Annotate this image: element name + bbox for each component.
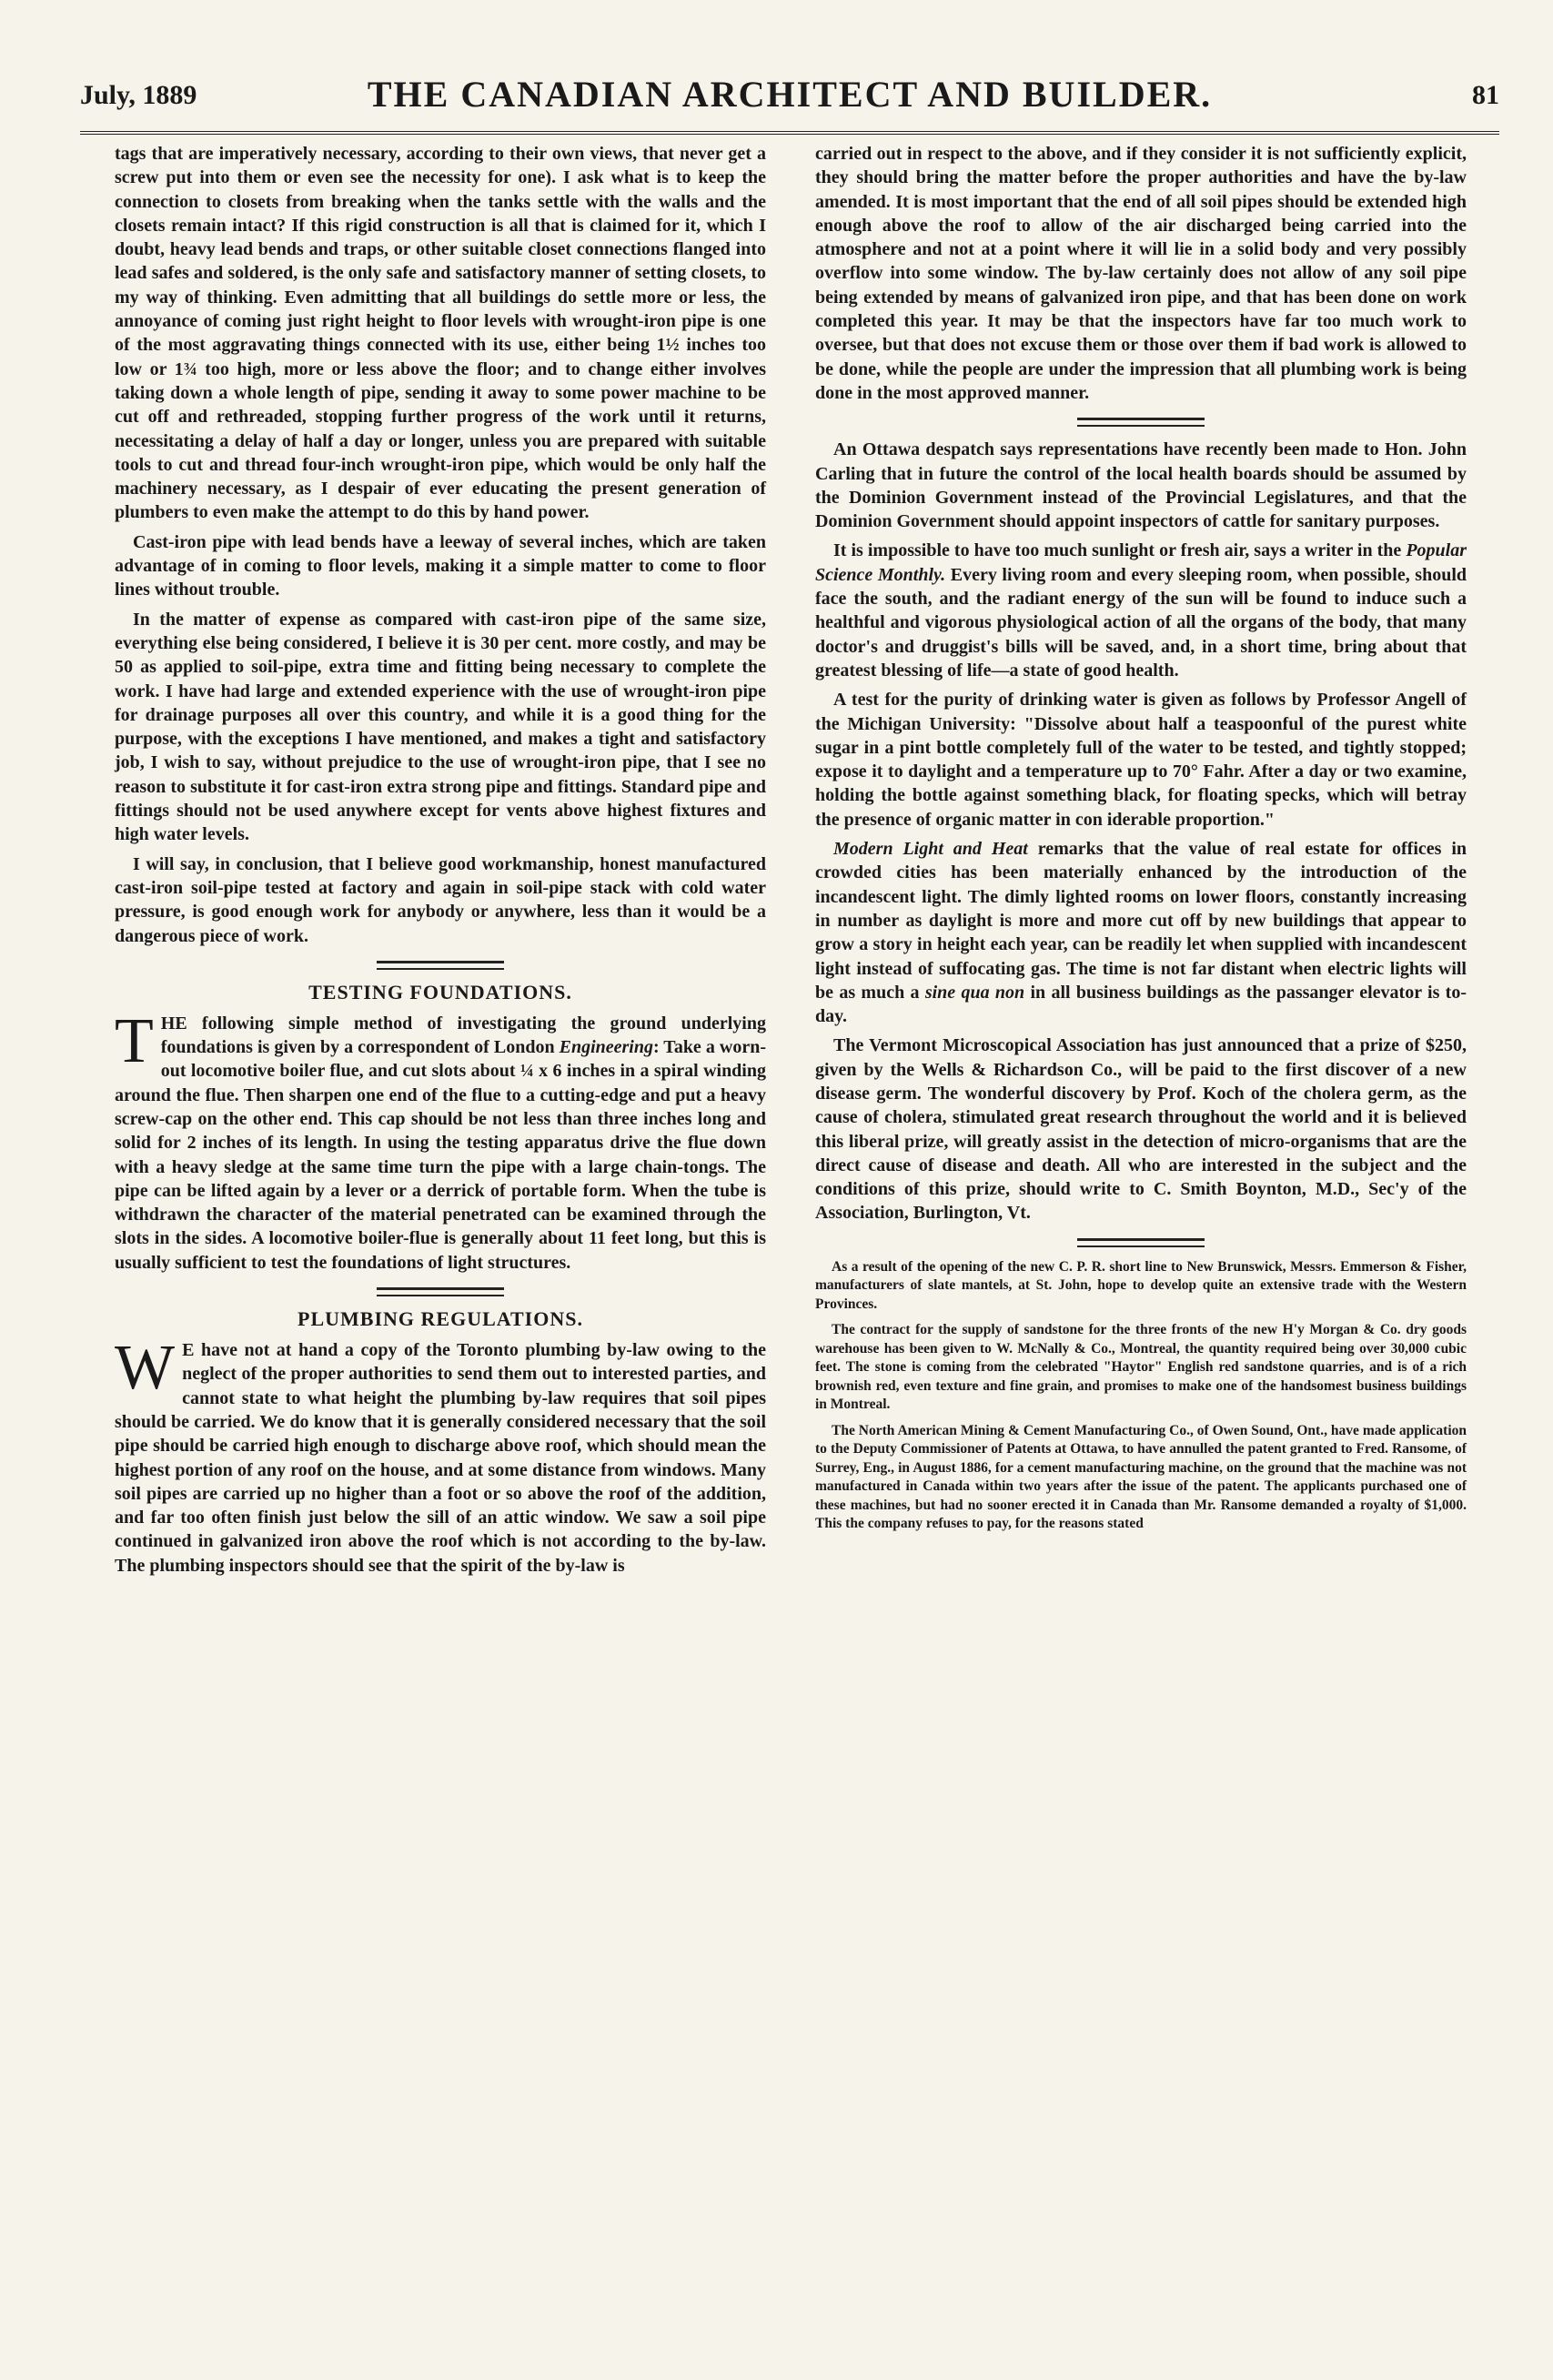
section-divider (1077, 1238, 1205, 1247)
note-paragraph: The contract for the supply of sandstone for the three fronts of the new H'y Morgan & Co. dry goods warehouse has been given to W. McNally & Co., Montreal, the quantity required being over 30,000 cubic feet. The stone is coming from the celebrated "Haytor" English red sandstone quarries, and is of a rich brownish red, even texture and fine grain, and promises to make one of the handsomest business buildings in Montreal. (815, 1322, 1467, 1413)
section-divider (1077, 418, 1205, 427)
right-column (815, 142, 1467, 1541)
note-paragraph: The North American Mining & Cement Manufacturing Co., of Owen Sound, Ont., have made application to the Deputy Commissioner of Patents at Ottawa, to have annulled the patent granted to Fred. Ransome, of Surrey, Eng., in August 1886, for a cement manufacturing machine, on the ground that the machine was not manufactured in Canada within two years after the issue of the patent. The applicants purchased one of these machines, but had no sooner erected it in Canada than Mr. Ransome demanded a royalty of $1,000. This the company refuses to pay, for the reasons stated (815, 1422, 1467, 1532)
section-divider (377, 961, 504, 970)
water-test-paragraph: A test for the purity of drinking water is given as follows by Professor Angell of the Michigan University: "Dissolve about half a teaspoonful of the purest white sugar in a pint bottle completely full of the water to be tested, and tightly stopped; expose it to daylight and a temperature up to 70° Fahr. After a day or two examine, holding the bottle against something black, for floating specks, which will betray the presence of organic matter in con iderable proportion." (815, 690, 1467, 830)
drop-cap: T (115, 1005, 154, 1076)
notes-section (815, 1258, 1467, 1534)
plumbing-continuation: carried out in respect to the above, and if they consider it is not sufficiently explicit, they should bring the matter before the proper authorities and have the by-law amended. It is most important that the end of all soil pipes should be extended high enough above the roof to allow of the air discharged being carried into the atmosphere and not at a point where it will lie in a solid body and very possibly overflow into some window. The by-law certainly does not allow of any soil pipe being extended by means of galvanized iron pipe, and that has been done on work completed this year. It may be that the inspectors have far too much work to oversee, but that does not excuse them or those over them if bad work is allowed to be done, while the people are under the impression that all plumbing work is being done in the most approved manner. (815, 144, 1467, 403)
article-paragraph: tags that are imperatively necessary, according to their own views, that never get a screw put into them or even see the necessity for one). I ask what is to keep the connection to closets from breaking when the tanks settle with the walls and the closets remain intact? If this rigid construction is all that is claimed for it, which I doubt, heavy lead bends and traps, or other suitable closet connections flanged into lead safes and soldered, is the only safe and satisfactory manner of setting closets, to my way of thinking. Even admitting that all buildings do settle more or less, the annoyance of coming just right height to floor levels with wrought-iron pipe is one of the most aggravating things connected with its use, either being 1½ inches too low or 1¾ too high, more or less above the floor; and to change either involves taking down a whole length of pipe, sending it away to some power machine to be cut off and rethreaded, stopping further progress of the work until it returns, necessitating a delay of half a day or longer, unless you are prepared with suitable tools to cut and thread four-inch wrought-iron pipe, which would be only half the machinery necessary, as I despair of ever educating the present generation of plumbers to even make the attempt to do this by hand power. (115, 144, 766, 523)
drop-cap: W (115, 1333, 176, 1404)
issue-date: July, 1889 (80, 80, 197, 110)
article-paragraph: I will say, in conclusion, that I believe good workmanship, honest manufactured cast-iron soil-pipe tested at factory and again in soil-pipe stack with cold water pressure, is good enough work for anybody or anywhere, less than it would be a dangerous piece of work. (115, 853, 766, 946)
page-header (80, 64, 1499, 118)
article-paragraph: In the matter of expense as compared with cast-iron pipe of the same size, everything else being considered, I believe it is 30 per cent. more costly, and may be 50 as applied to soil-pipe, extra time and fitting being necessary to complete the work. I have had large and extended experience with the use of wrought-iron pipe for drainage purposes all over this country, and while it is a good thing for the purpose, with the exceptions I have mentioned, and makes a tight and satisfactory job, I wish to say, without prejudice to the use of wrought-iron pipe, that I see no reason to substitute it for cast-iron extra strong pipe and fittings. Standard pipe and fittings should not be used anywhere except for vents above highest fixtures and high water levels. (115, 609, 766, 845)
light-heat-paragraph: Modern Light and Heat remarks that the value of real estate for offices in crowded cities has been materially enhanced by the introduction of the incandescent light. The dimly lighted rooms on lower floors, constantly increasing in number as daylight is more and more cut off by new buildings that appear to grow a story in height each year, can be readily let when supplied with incandescent light instead of suffocating gas. The time is not far distant when electric lights will be as much a sine qua non in all business buildings as the passanger elevator is to-day. (815, 839, 1467, 1027)
sunlight-paragraph: It is impossible to have too much sunlight or fresh air, says a writer in the Popular Science Monthly. Every living room and every sleeping room, when possible, should face the south, and the radiant energy of the sun will be found to induce such a healthful and vigorous physiological action of all the organs of the body, that many doctor's and druggist's bills will be saved, and, in a short time, bring about that greatest blessing of life—a state of good health. (815, 540, 1467, 681)
note-paragraph: As a result of the opening of the new C. P. R. short line to New Brunswick, Messrs. Emmerson & Fisher, manufacturers of slate mantels, at St. John, hope to develop quite an extensive trade with the Western Provinces. (815, 1258, 1467, 1312)
ottawa-paragraph: An Ottawa despatch says representations have recently been made to Hon. John Carling that in future the control of the local health boards should be assumed by the Dominion Government instead of the Provincial Legislatures, and that the Dominion Government should appoint inspectors of cattle for sanitary purposes. (815, 439, 1467, 532)
left-column (115, 142, 766, 1583)
section-divider (377, 1287, 504, 1296)
publication-title: THE CANADIAN ARCHITECT AND BUILDER. (367, 74, 1213, 115)
page-number: 81 (1472, 80, 1499, 110)
article-paragraph: Cast-iron pipe with lead bends have a leeway of several inches, which are taken advantage of in coming to floor levels, making it a simple matter to come to floor lines without trouble. (115, 531, 766, 600)
testing-foundations-paragraph: THE following simple method of investigating the ground underlying foundations is given by a correspondent of London Engineering: Take a worn-out locomotive boiler flue, and cut slots about ¼ x 6 inches in a spiral winding around the flue. Then sharpen one end of the flue to a cutting-edge and put a heavy screw-cap on the other end. This cap should be not less than three inches long and solid for 2 inches of its length. In using the testing apparatus drive the flue down with a heavy sledge at the same time turn the pipe with a large chain-tongs. The pipe can be lifted again by a lever or a derrick of portable form. When the tube is withdrawn the character of the material penetrated can be examined through the slots in the sides. A locomotive boiler-flue is generally about 11 feet long, but this is usually sufficient to test the foundations of light structures. (115, 1005, 767, 1273)
plumbing-regulations-paragraph: W E have not at hand a copy of the Toronto plumbing by-law owing to the neglect of the proper authorities to send them out to interested parties, and cannot state to what height the plumbing by-law requires that soil pipes should be carried. We do know that it is generally considered necessary that the soil pipe should be carried high enough to discharge above roof, which should mean the highest portion of any roof on the house, and at some distance from windows. Many soil pipes are carried up no higher than a foot or so above the roof of the addition, and far too often finish just below the sill of an attic window. We saw a soil pipe continued in galvanized iron above the roof which is not according to the by-law. The plumbing inspectors should see that the spirit of the by-law is (115, 1333, 766, 1576)
vermont-paragraph: The Vermont Microscopical Association has just announced that a prize of $250, given by the Wells & Richardson Co., will be paid to the first discover of a new disease germ. The wonderful discovery by Prof. Koch of the cholera germ, as the cause of cholera, stimulated great research throughout the world and it is believed this liberal prize, will greatly assist in the detection of micro-organisms that are the direct cause of disease and death. All who are interested in the subject and the conditions of this prize, should write to C. Smith Boynton, M.D., Sec'y of the Association, Burlington, Vt. (815, 1035, 1467, 1224)
testing-foundations-heading: TESTING FOUNDATIONS. (308, 980, 572, 1003)
header-rule (80, 131, 1499, 135)
plumbing-regulations-heading: PLUMBING REGULATIONS. (297, 1307, 583, 1331)
